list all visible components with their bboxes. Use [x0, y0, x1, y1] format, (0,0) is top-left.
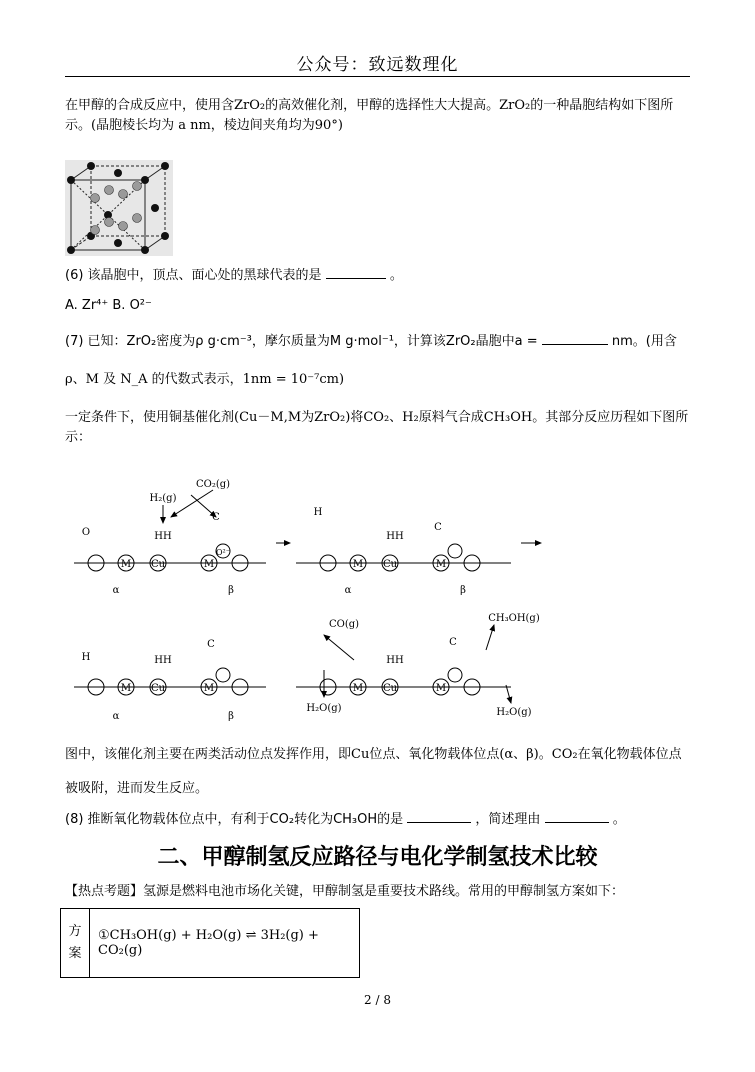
- question-7-line1: (7) 已知：ZrO₂密度为ρ g·cm⁻³，摩尔质量为M g·mol⁻¹，计算该ZrO₂晶胞中a = nm。(用含: [65, 330, 690, 352]
- svg-text:C: C: [207, 639, 215, 650]
- svg-text:H₂(g): H₂(g): [149, 493, 177, 504]
- cu-catalyst-intro: 一定条件下，使用铜基催化剂(Cu－M,M为ZrO₂)将CO₂、H₂原料气合成CH₃OH。其部分反应历程如下图所示：: [65, 410, 689, 445]
- svg-text:M: M: [203, 559, 215, 570]
- svg-text:Cu: Cu: [150, 559, 166, 570]
- methanol-hydrogen-table: [60, 908, 360, 978]
- svg-text:HH: HH: [386, 531, 404, 542]
- svg-text:M: M: [120, 683, 132, 694]
- svg-text:α: α: [344, 585, 352, 596]
- answer-blank-7[interactable]: [542, 330, 608, 345]
- svg-text:C: C: [449, 637, 457, 648]
- question-6: (6) 该晶胞中，顶点、面心处的黑球代表的是 。: [65, 264, 690, 286]
- question-8: (8) 推断氧化物载体位点中，有利于CO₂转化为CH₃OH的是 ，简述理由 。: [65, 808, 690, 830]
- svg-text:HH: HH: [154, 655, 172, 666]
- table-cell: ①CH₃OH(g) + H₂O(g) ⇌ 3H₂(g) + CO₂(g): [90, 909, 360, 978]
- page-number: 2 / 8: [364, 993, 391, 1007]
- svg-text:O²⁻: O²⁻: [216, 548, 230, 557]
- svg-text:HH: HH: [386, 655, 404, 666]
- intro-paragraph: 在甲醇的合成反应中，使用含ZrO₂的高效催化剂，甲醇的选择性大大提高。ZrO₂的一种晶胞结构如下图所示。(晶胞棱长均为 a nm，棱边间夹角均为90°): [65, 98, 674, 133]
- explanation-paragraph: 图中，该催化剂主要在两类活动位点发挥作用，即Cu位点、氧化物载体位点(α、β)。CO₂在氧化物载体位点被吸附，进而发生反应。: [65, 747, 682, 796]
- hot-topic-intro: 【热点考题】氢源是燃料电池市场化关键，甲醇制氢是重要技术路线。常用的甲醇制氢方案如下：: [65, 884, 625, 899]
- answer-blank-8b[interactable]: [545, 808, 609, 823]
- svg-text:Cu: Cu: [382, 683, 398, 694]
- svg-text:H₂O(g): H₂O(g): [496, 707, 532, 718]
- svg-text:α: α: [112, 711, 120, 722]
- crystal-cell-figure: [65, 160, 173, 256]
- svg-text:M: M: [435, 559, 447, 570]
- question-6-stem: (6) 该晶胞中，顶点、面心处的黑球代表的是: [65, 268, 322, 283]
- svg-text:M: M: [352, 559, 364, 570]
- answer-blank-6[interactable]: [326, 264, 386, 279]
- svg-text:M: M: [352, 683, 364, 694]
- svg-text:Cu: Cu: [150, 683, 166, 694]
- answer-blank-8a[interactable]: [407, 808, 471, 823]
- table-row: [61, 909, 360, 978]
- section-title: 二、甲醇制氢反应路径与电化学制氢技术比较: [157, 845, 598, 870]
- svg-text:Cu: Cu: [382, 559, 398, 570]
- question-7-line2: ρ、M 及 N_A 的代数式表示，1nm = 10⁻⁷cm): [65, 372, 345, 387]
- svg-text:H₂O(g): H₂O(g): [306, 703, 342, 714]
- svg-text:β: β: [228, 585, 234, 596]
- svg-text:CO(g): CO(g): [328, 619, 360, 630]
- svg-text:α: α: [112, 585, 120, 596]
- svg-text:H: H: [313, 507, 323, 518]
- svg-text:β: β: [460, 585, 466, 596]
- svg-text:O: O: [81, 527, 91, 538]
- reaction-scheme-figure: [66, 475, 546, 739]
- svg-text:C: C: [434, 522, 442, 533]
- svg-text:HH: HH: [154, 531, 172, 542]
- header-divider: [65, 76, 690, 77]
- table-header-cell: 方 案: [61, 909, 90, 978]
- question-6-options: A. Zr⁴⁺ B. O²⁻: [65, 298, 152, 313]
- svg-text:M: M: [120, 559, 132, 570]
- svg-text:M: M: [435, 683, 447, 694]
- svg-text:CH₃OH(g): CH₃OH(g): [488, 613, 540, 624]
- svg-text:CO₂(g): CO₂(g): [195, 479, 231, 490]
- svg-text:H: H: [81, 652, 91, 663]
- page-header: 公众号：致远数理化: [296, 55, 459, 75]
- svg-text:β: β: [228, 711, 234, 722]
- svg-text:C: C: [212, 512, 220, 523]
- svg-text:M: M: [203, 683, 215, 694]
